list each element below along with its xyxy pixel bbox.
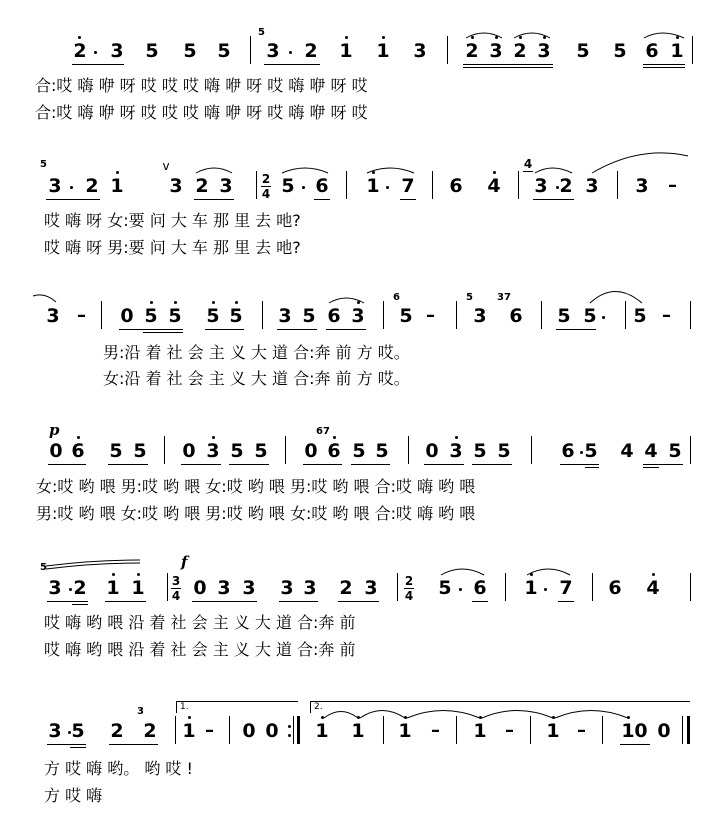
- note: 5: [109, 440, 123, 462]
- time-sig-num: 3: [171, 574, 181, 588]
- note: 2: [559, 175, 573, 197]
- volta-2-label: 2.: [314, 702, 323, 712]
- note: 1: [339, 40, 353, 62]
- slur: [644, 33, 684, 38]
- note: 5: [584, 440, 598, 462]
- slur: [527, 569, 570, 575]
- slur: [514, 33, 550, 38]
- note: 3: [537, 40, 551, 62]
- note: 3: [473, 305, 487, 327]
- note: 5: [399, 305, 413, 327]
- slur: [466, 33, 502, 38]
- note: 0: [193, 577, 207, 599]
- tie: [33, 295, 56, 302]
- dash: –: [431, 720, 440, 741]
- dash: –: [426, 305, 435, 326]
- note: 2: [304, 40, 318, 62]
- note: 0: [425, 440, 439, 462]
- note: 3: [242, 577, 256, 599]
- breath-mark: v: [162, 159, 170, 173]
- dynamic-mark: p: [49, 421, 60, 439]
- slur: [535, 168, 572, 173]
- note: 1: [473, 720, 487, 742]
- lyric-line-2: 哎 嗨 呀 男:要 问 大 车 那 里 去 吔?: [44, 238, 301, 257]
- note: 5: [71, 720, 85, 742]
- note: 3: [46, 305, 60, 327]
- dash: –: [77, 305, 86, 326]
- note: 5: [254, 440, 268, 462]
- tie: [360, 711, 405, 719]
- note: 1: [182, 720, 196, 742]
- note: 3: [534, 175, 548, 197]
- tie: [324, 712, 358, 719]
- note: 2: [73, 577, 87, 599]
- note: 4: [620, 440, 634, 462]
- note: 5: [144, 305, 158, 327]
- slur: [441, 569, 484, 575]
- note: 1: [366, 175, 380, 197]
- slur: [282, 168, 328, 173]
- note: 2: [110, 720, 124, 742]
- note: 4: [646, 577, 660, 599]
- time-sig-num: 2: [261, 172, 271, 186]
- note: 2: [85, 175, 99, 197]
- note: 4: [644, 440, 658, 462]
- note: 1: [110, 175, 124, 197]
- tie: [407, 711, 480, 719]
- note: 5: [145, 40, 159, 62]
- note: 5: [438, 577, 452, 599]
- note: 1: [398, 720, 412, 742]
- lyric-line-2: 女:沿 着 社 会 主 义 大 道 合:奔 前 方 哎。: [103, 369, 410, 388]
- note: 2: [513, 40, 527, 62]
- note: 6: [509, 305, 523, 327]
- note: 3: [48, 577, 62, 599]
- note: 6: [71, 440, 85, 462]
- dash: –: [205, 720, 214, 741]
- note: 1: [376, 40, 390, 62]
- note: 3: [489, 40, 503, 62]
- note: 0: [634, 720, 648, 742]
- note: 0: [49, 440, 63, 462]
- note: 3: [219, 175, 233, 197]
- grace-note: 5: [40, 159, 47, 170]
- note: 3: [449, 440, 463, 462]
- tie: [482, 711, 553, 719]
- lyric-line-1: 方 哎 嗨 哟。 哟 哎 !: [44, 759, 193, 778]
- note: 2: [339, 577, 353, 599]
- note: 6: [473, 577, 487, 599]
- note: 0: [182, 440, 196, 462]
- note: 7: [559, 577, 573, 599]
- note: 1: [106, 577, 120, 599]
- note: 1: [315, 720, 329, 742]
- note: 3: [635, 175, 649, 197]
- note: 0: [265, 720, 279, 742]
- note: 5: [668, 440, 682, 462]
- time-sig-den: 4: [404, 589, 414, 603]
- lyric-line-1: 男:沿 着 社 会 主 义 大 道 合:奔 前 方 哎。: [103, 343, 410, 362]
- note: 0: [304, 440, 318, 462]
- lyric-line-1: 女:哎 哟 喂 男:哎 哟 喂 女:哎 哟 喂 男:哎 哟 喂 合:哎 嗨 哟 喂: [36, 477, 476, 496]
- tie: [592, 153, 688, 173]
- note: 5: [497, 440, 511, 462]
- note: 3: [48, 720, 62, 742]
- note: 5: [230, 440, 244, 462]
- note: 5: [613, 40, 627, 62]
- note: 0: [120, 305, 134, 327]
- note: 3: [169, 175, 183, 197]
- lyric-line-1: 合:哎 嗨 咿 呀 哎 哎 哎 嗨 咿 呀 哎 嗨 咿 呀 哎: [35, 76, 368, 95]
- lyric-line-2: 方 哎 嗨: [44, 786, 103, 805]
- grace-note: 5: [466, 292, 473, 303]
- note: 3: [217, 577, 231, 599]
- note: 7: [401, 175, 415, 197]
- time-sig-num: 4: [523, 157, 533, 171]
- note: 2: [195, 175, 209, 197]
- volta-1-label: 1.: [180, 702, 189, 712]
- note: 6: [327, 440, 341, 462]
- note: 1: [670, 40, 684, 62]
- dynamic-mark: f: [181, 553, 188, 571]
- note: 6: [608, 577, 622, 599]
- note: 2: [465, 40, 479, 62]
- note: 5: [183, 40, 197, 62]
- lyric-line-1: 哎 嗨 呀 女:要 问 大 车 那 里 去 吔?: [44, 211, 301, 230]
- grace-note: 5: [40, 562, 47, 573]
- note: 2: [143, 720, 157, 742]
- note: 5: [302, 305, 316, 327]
- note: 5: [352, 440, 366, 462]
- note: 2: [73, 40, 87, 62]
- time-sig-num: 2: [404, 574, 414, 588]
- note: 5: [229, 305, 243, 327]
- note: 6: [561, 440, 575, 462]
- note: 1: [524, 577, 538, 599]
- note: 0: [657, 720, 671, 742]
- note: 3: [206, 440, 220, 462]
- note: 5: [375, 440, 389, 462]
- note: 3: [266, 40, 280, 62]
- note: 3: [413, 40, 427, 62]
- note: 5: [281, 175, 295, 197]
- slur: [367, 168, 414, 173]
- note: 6: [315, 175, 329, 197]
- note: 5: [633, 305, 647, 327]
- note: 3: [110, 40, 124, 62]
- lyric-line-2: 合:哎 嗨 咿 呀 哎 哎 哎 嗨 咿 呀 哎 嗨 咿 呀 哎: [35, 103, 368, 122]
- note: 5: [133, 440, 147, 462]
- dash: –: [577, 720, 586, 741]
- note: 3: [303, 577, 317, 599]
- lyric-line-2: 男:哎 哟 喂 女:哎 哟 喂 男:哎 哟 喂 女:哎 哟 喂 合:哎 嗨 哟 喂: [36, 504, 476, 523]
- lyric-line-2: 哎 嗨 哟 喂 沿 着 社 会 主 义 大 道 合:奔 前: [44, 640, 356, 659]
- lyric-line-1: 哎 嗨 哟 喂 沿 着 社 会 主 义 大 道 合:奔 前: [44, 613, 356, 632]
- note: 5: [168, 305, 182, 327]
- grace-note: 5: [258, 27, 265, 38]
- dash: –: [505, 720, 514, 741]
- grace-note: 67: [316, 426, 330, 437]
- note: 3: [280, 577, 294, 599]
- dash: –: [668, 175, 677, 196]
- note: 1: [131, 577, 145, 599]
- note: 6: [645, 40, 659, 62]
- tie: [590, 292, 642, 304]
- note: 5: [557, 305, 571, 327]
- time-sig-den: 4: [171, 589, 181, 603]
- note: 3: [364, 577, 378, 599]
- note: 3: [278, 305, 292, 327]
- note: 3: [48, 175, 62, 197]
- note: 4: [487, 175, 501, 197]
- tie: [555, 711, 628, 719]
- note: 6: [327, 305, 341, 327]
- note: 5: [473, 440, 487, 462]
- note: 0: [242, 720, 256, 742]
- note: 1: [621, 720, 635, 742]
- dash: –: [662, 305, 671, 326]
- grace-note: 3: [137, 706, 144, 717]
- note: 3: [585, 175, 599, 197]
- note: 5: [206, 305, 220, 327]
- grace-note: 6: [393, 292, 400, 303]
- note: 1: [546, 720, 560, 742]
- time-sig-den: 4: [261, 187, 271, 201]
- slur: [196, 168, 232, 173]
- note: 3: [351, 305, 365, 327]
- note: 1: [351, 720, 365, 742]
- note: 5: [576, 40, 590, 62]
- grace-note: 37: [497, 292, 511, 303]
- note: 5: [217, 40, 231, 62]
- note: 5: [583, 305, 597, 327]
- note: 6: [449, 175, 463, 197]
- slur: [329, 298, 364, 303]
